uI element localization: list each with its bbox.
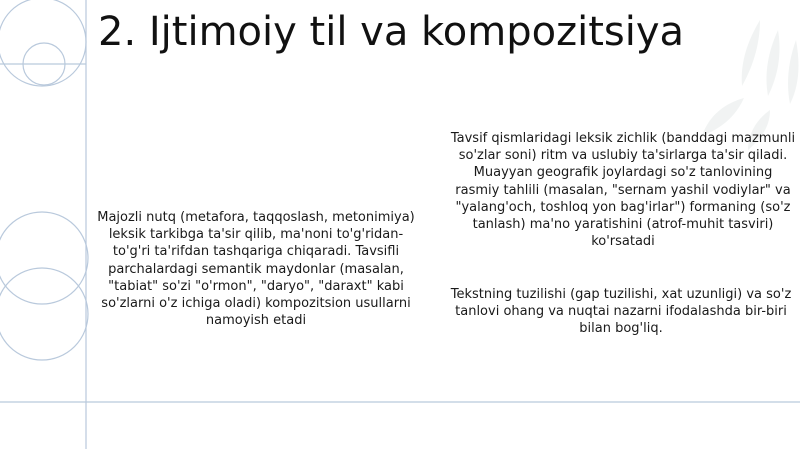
- deco-circle-middle: [0, 212, 88, 304]
- deco-circle-lower: [0, 268, 88, 360]
- left-paragraph: Majozli nutq (metafora, taqqoslash, metonimiya) leksik tarkibga ta'sir qilib, ma'noni to'g'ridan-to'g'ri ta'rifdan tashqariga chiqaradi. Tavsifli parchalardagi semantik maydonlar (masalan, "tabiat" so'zi "o'rmon", "daryo", "daraxt" kabi so'zlarni o'z ichiga oladi) kompozitsion usullarni namoyish etadi: [97, 210, 415, 329]
- right-top-paragraph: Tavsif qismlaridagi leksik zichlik (banddagi mazmunli so'zlar soni) ritm va uslubiy ta'sirlarga ta'sir qiladi. Muayyan geografik joylardagi so'z tanlovining rasmiy tahlili (masalan, "sernam yashil vodiylar" va "yalang'och, toshloq yon bag'irlar") formaning (so'z tanlash) ma'no yaratishini (atrof-muhit tasviri) ko'rsatadi: [450, 131, 796, 250]
- right-bottom-paragraph: Tekstning tuzilishi (gap tuzilishi, xat uzunligi) va so'z tanlovi ohang va nuqtai nazarni ifodalashda bir-biri bilan bog'liq.: [450, 287, 792, 337]
- slide-title: 2. Ijtimoiy til va kompozitsiya: [98, 9, 685, 55]
